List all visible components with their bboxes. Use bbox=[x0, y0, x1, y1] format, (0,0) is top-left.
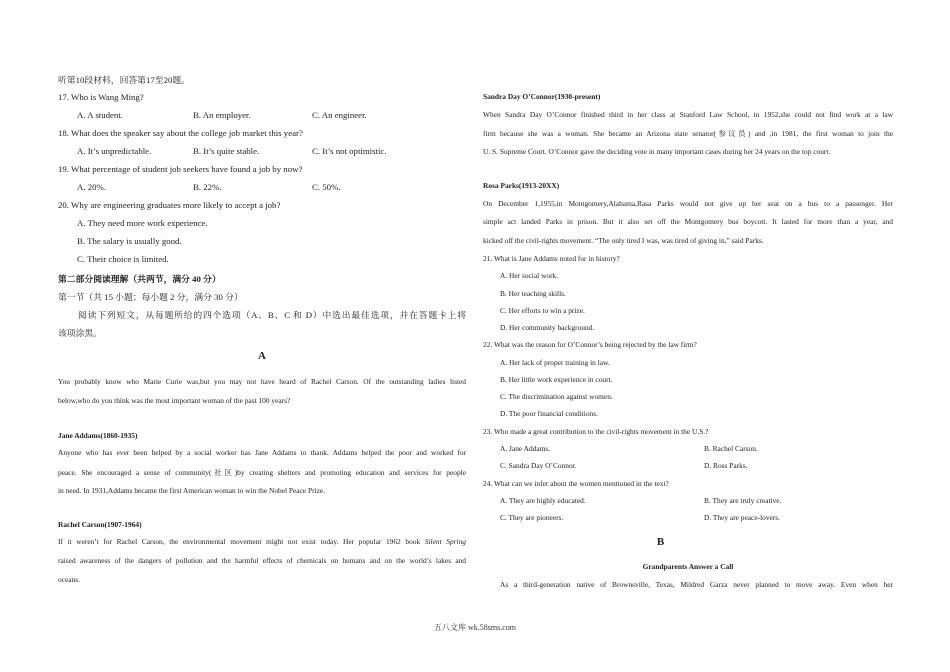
passage-b-line1: As a third-generation native of Brownsville, Texas, Mildred Garza never planned to move away. Even when her bbox=[500, 580, 893, 589]
carson-line1-text: If it weren’t for Rachel Carson, the environmental movement might not exist today. Her popular 1962 book bbox=[58, 537, 425, 546]
q24-option-c: C. They are pioneers. bbox=[500, 513, 564, 522]
parks-line1: On December 1,1955,in Montgomery,Alabama,Rasa Parks would not give up her seat on a bus to a passenger. Her bbox=[483, 199, 893, 208]
part2-title: 第二部分阅读理解（共两节，满分 40 分） bbox=[58, 274, 221, 284]
q21-option-a: A. Her social work. bbox=[500, 271, 559, 280]
question-23-stem: 23. Who made a great contribution to the civil-rights movement in the U.S.? bbox=[483, 427, 709, 436]
instructions-line1: 阅读下列短文，从每题所给的四个选项（A、B、C 和 D）中选出最佳选项，并在答题卡上将 bbox=[78, 310, 466, 320]
q19-option-a: A. 20%. bbox=[77, 182, 107, 192]
question-18-stem: 18. What does the speaker say about the college job market this year? bbox=[58, 128, 303, 138]
q23-option-b: B. Rachel Carson. bbox=[704, 444, 758, 453]
question-24-stem: 24. What can we infer about the women mentioned in the text? bbox=[483, 479, 669, 488]
q23-option-a: A. Jane Addams. bbox=[500, 444, 551, 453]
carson-line2: raised awareness of the dangers of pollution and the harmful effects of chemicals on humans and on the world’s lakes and bbox=[58, 556, 466, 565]
q22-option-b: B. Her little work experience in court. bbox=[500, 375, 613, 384]
oconnor-heading: Sandra Day O’Connor(1930-present) bbox=[483, 92, 601, 101]
oconnor-line1: When Sandra Day O’Connor finished third in her class at Stanford Law School, in 1952,she could not find work at a law bbox=[483, 110, 893, 119]
q22-option-a: A. Her lack of proper training in law. bbox=[500, 358, 610, 367]
passage-a-intro-line2: below,who do you think was the most important woman of the past 100 years? bbox=[58, 396, 291, 405]
q18-option-a: A. It’s unpredictable. bbox=[77, 146, 152, 156]
q21-option-c: C. Her efforts to win a prize. bbox=[500, 306, 585, 315]
oconnor-line2: firm because she was a woman. She became an Arizona state senator(参议员) and ,in 1981, the first woman to join the bbox=[483, 129, 893, 138]
question-22-stem: 22. What was the reason for O’Connor’s being rejected by the law firm? bbox=[483, 340, 697, 349]
listening-intro: 听第10段材料，回答第17至20题。 bbox=[58, 75, 190, 85]
carson-line1 bbox=[58, 537, 466, 546]
question-17-stem: 17. Who is Wang Ming? bbox=[58, 92, 144, 102]
q17-option-a: A. A student. bbox=[77, 110, 123, 120]
instructions-line2: 该项涂黑。 bbox=[58, 328, 102, 338]
q20-option-c: C. Their choice is limited. bbox=[77, 254, 169, 264]
silent-spring-title: Silent Spring bbox=[424, 537, 466, 546]
q22-option-d: D. The poor financial conditions. bbox=[500, 409, 598, 418]
q24-option-b: B. They are truly creative. bbox=[704, 496, 782, 505]
addams-line2: peace. She encouraged a sense of community(社区)by creating shelters and promoting education and services for people bbox=[58, 468, 466, 477]
question-19-stem: 19. What percentage of student job seekers have found a job by now? bbox=[58, 164, 303, 174]
parks-line3: kicked off the civil-rights movement. “The only tired I was, was tired of giving in,” said Parks. bbox=[483, 236, 764, 245]
q18-option-b: B. It’s quite stable. bbox=[193, 146, 260, 156]
question-21-stem: 21. What is Jane Addams noted for in history? bbox=[483, 254, 620, 263]
q23-option-d: D. Ross Parks. bbox=[704, 461, 748, 470]
q23-option-c: C. Sandra Day O’Connor. bbox=[500, 461, 577, 470]
q22-option-c: C. The discrimination against women. bbox=[500, 392, 613, 401]
q20-option-a: A. They need more work experience. bbox=[77, 218, 208, 228]
passage-a-intro-line1: You probably know who Marie Curie was,but you may not have heard of Rachel Carson. Of the outstanding ladies listed bbox=[58, 377, 466, 386]
q18-option-c: C. It’s not optimistic. bbox=[312, 146, 387, 156]
q19-option-c: C. 50%. bbox=[312, 182, 341, 192]
q21-option-b: B. Her teaching skills. bbox=[500, 289, 566, 298]
addams-line3: in need. In 1931,Addams became the first American woman to win the Nobel Peace Prize. bbox=[58, 486, 326, 495]
passage-a-letter: A bbox=[258, 350, 266, 362]
q24-option-a: A. They are highly educated. bbox=[500, 496, 586, 505]
oconnor-line3: U. S. Supreme Court. O’Connor gave the deciding vote in many important cases during her 24 years on the top court. bbox=[483, 147, 831, 156]
carson-heading: Rachel Carson(1907-1964) bbox=[58, 520, 142, 529]
parks-heading: Rosa Parks(1913-20XX) bbox=[483, 181, 560, 190]
addams-line1: Anyone who has ever been helped by a social worker has Jane Addams to thank. Addams helped the poor and worked for bbox=[58, 448, 466, 457]
q17-option-b: B. An employer. bbox=[193, 110, 251, 120]
passage-b-title: Grandparents Answer a Call bbox=[642, 562, 734, 571]
carson-line3: oceans. bbox=[58, 575, 80, 584]
q20-option-b: B. The salary is usually good. bbox=[77, 236, 182, 246]
addams-heading: Jane Addams(1860-1935) bbox=[58, 431, 138, 440]
q24-option-d: D. They are peace-lovers. bbox=[704, 513, 780, 522]
footer-watermark: 五八文库 wk.58sms.com bbox=[434, 623, 516, 632]
section1-title: 第一节（共 15 小题；每小题 2 分，满分 30 分） bbox=[58, 292, 243, 302]
question-20-stem: 20. Why are engineering graduates more likely to accept a job? bbox=[58, 200, 281, 210]
q21-option-d: D. Her community background. bbox=[500, 323, 595, 332]
parks-line2: simple act landed Parks in prison. But it also set off the Montgomery bus boycott. It lasted for more than a year, and bbox=[483, 217, 893, 226]
passage-b-letter: B bbox=[656, 536, 665, 548]
q17-option-c: C. An engineer. bbox=[312, 110, 367, 120]
q19-option-b: B. 22%. bbox=[193, 182, 222, 192]
